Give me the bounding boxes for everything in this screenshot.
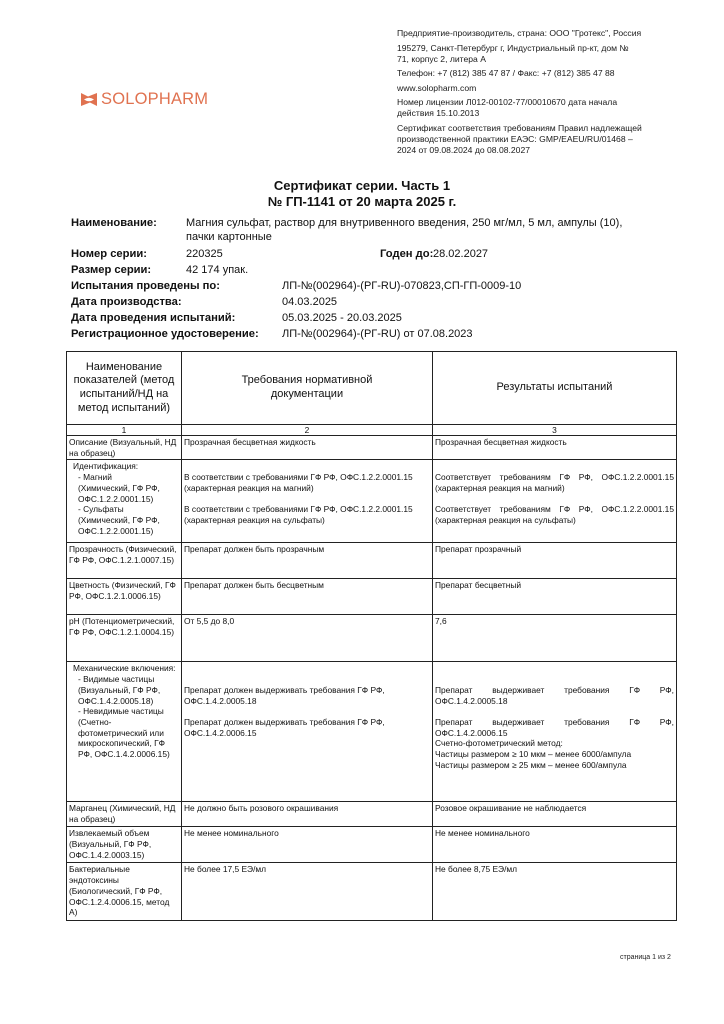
table-header-row [67,352,677,425]
result-cell: Не менее номинального [433,827,677,863]
certificate-title [0,178,724,210]
visible-requirement: Препарат должен выдерживать требования ГФ РФ, ОФС.1.4.2.0005.18 [184,684,385,706]
name-label: Наименование: [71,217,157,229]
visible-result: Препарат выдерживает требования ГФ РФ, ОФС.1.4.2.0005.18 [435,684,674,706]
visible-method: (Визуальный, ГФ РФ, ОФС.1.4.2.0005.18) [78,684,161,706]
table-row [67,662,677,802]
table-row [67,615,677,662]
result-cell: Препарат бесцветный [433,579,677,615]
invisible-result-method: Счетно-фотометрический метод: [435,738,563,749]
column-number-2: 2 [182,425,433,436]
visible-name: - Видимые частицы [78,674,155,685]
title-line-1: Сертификат серии. Часть 1 [273,178,451,193]
requirement-cell: Не более 17,5 ЕЭ/мл [182,863,433,921]
sulfates-name: - Сульфаты [78,504,124,515]
magnesium-result: Соответствует требованиям ГФ РФ, ОФС.1.2.2.0001.15 (характерная реакция на магний) [435,472,674,493]
magnesium-method: (Химический, ГФ РФ, ОФС.1.2.2.0001.15) [78,482,160,504]
requirement-cell: Прозрачная бесцветная жидкость [182,436,433,460]
requirement-cell: Не должно быть розового окрашивания [182,802,433,827]
param-cell: Цветность (Физический, ГФ РФ, ОФС.1.2.1.0006.15) [67,579,182,615]
license-line-1: Номер лицензии Л012-00102-77/00010670 дата начала [397,97,618,108]
manufacturer-info [397,28,697,157]
license-line-2: действия 15.10.2013 [397,108,480,119]
registration-label: Регистрационное удостоверение: [71,328,259,340]
header-requirements: Требования нормативной документации [182,352,433,425]
address-line-1: 195279, Санкт-Петербург г, Индустриальный пр-кт, дом № [397,42,629,53]
param-cell: Прозрачность (Физический, ГФ РФ, ОФС.1.2.1.0007.15) [67,543,182,579]
title-line-2: № ГП-1141 от 20 марта 2025 г. [267,194,457,209]
param-cell: pH (Потенциометрический, ГФ РФ, ОФС.1.2.1.0004.15) [67,615,182,662]
table-row [67,460,677,543]
sulfates-method: (Химический, ГФ РФ, ОФС.1.2.2.0001.15) [78,514,160,536]
requirement-cell [182,662,433,802]
website-link[interactable]: www.solopharm.com [397,82,477,93]
header-parameter: Наименование показателей (метод испытаний/НД на метод испытаний) [67,352,182,425]
registration-value: ЛП-№(002964)-(РГ-RU) от 07.08.2023 [282,328,473,340]
batch-size-label: Размер серии: [71,264,152,276]
gmp-line-3: 2024 от 09.08.2024 до 08.08.2027 [397,145,531,156]
param-cell [67,662,182,802]
sulfates-result: Соответствует требованиям ГФ РФ, ОФС.1.2.2.0001.15 (характерная реакция на сульфаты) [435,504,674,525]
magnesium-requirement: В соответствии с требованиями ГФ РФ, ОФС.1.2.2.0001.15 (характерная реакция на магний) [184,472,413,493]
gmp-line-1: Сертификат соответствия требованиям Правил надлежащей [397,122,642,133]
mechanical-heading: Механические включения: [73,663,176,674]
invisible-result-10um: Частицы размером ≥ 10 мкм – менее 6000/ампула [435,748,632,759]
table-row [67,863,677,921]
brand-logo [81,91,208,108]
production-date-value: 04.03.2025 [282,296,338,308]
invisible-result-25um: Частицы размером ≥ 25 мкм – менее 600/ампула [435,759,627,770]
table-row [67,543,677,579]
requirement-cell [182,460,433,543]
gmp-line-2: производственной практики ЕАЭС: GMP/EAEU/RU/01468 – [397,134,633,145]
address-line-2: 71, корпус 2, литера А [397,53,486,64]
tested-by-label: Испытания проведены по: [71,280,220,292]
requirement-cell: Не менее номинального [182,827,433,863]
expiry-value: 28.02.2027 [433,248,489,260]
result-cell: 7,6 [433,615,677,662]
param-cell: Бактериальные эндотоксины (Биологический, ГФ РФ, ОФС.1.2.4.0006.15, метод А) [67,863,182,921]
table-row [67,827,677,863]
page-indicator: страница 1 из 2 [620,954,671,961]
tested-by-value: ЛП-№(002964)-(РГ-RU)-070823,СП-ГП-0009-10 [282,280,522,292]
result-cell [433,460,677,543]
column-number-row [67,425,677,436]
invisible-method: (Счетно-фотометрический или микроскопический, ГФ РФ, ОФС.1.4.2.0006.15) [78,716,170,760]
param-cell: Описание (Визуальный, НД на образец) [67,436,182,460]
result-cell: Розовое окрашивание не наблюдается [433,802,677,827]
table-row [67,802,677,827]
result-cell: Прозрачная бесцветная жидкость [433,436,677,460]
magnesium-name: - Магний [78,472,112,483]
requirement-cell: Препарат должен быть бесцветным [182,579,433,615]
requirement-cell: Препарат должен быть прозрачным [182,543,433,579]
phone-fax: Телефон: +7 (812) 385 47 87 / Факс: +7 (812) 385 47 88 [397,68,615,79]
column-number-3: 3 [433,425,677,436]
name-value-line-2: пачки картонные [186,231,272,243]
test-results-table [66,351,677,921]
sulfates-requirement: В соответствии с требованиями ГФ РФ, ОФС.1.2.2.0001.15 (характерная реакция на сульфаты) [184,504,413,525]
expiry-label: Годен до: [380,248,434,260]
invisible-name: - Невидимые частицы [78,706,164,717]
batch-value: 220325 [186,248,223,260]
production-date-label: Дата производства: [71,296,182,308]
test-dates-value: 05.03.2025 - 20.03.2025 [282,312,402,324]
param-cell [67,460,182,543]
manufacturer-line: Предприятие-производитель, страна: ООО "Гротекс", Россия [397,28,642,38]
table-row [67,436,677,460]
requirement-cell: От 5,5 до 8,0 [182,615,433,662]
header-results: Результаты испытаний [433,352,677,425]
identification-heading: Идентификация: [73,461,139,472]
invisible-result: Препарат выдерживает требования ГФ РФ, ОФС.1.4.2.0006.15 [435,716,674,738]
name-value-line-1: Магния сульфат, раствор для внутривенного введения, 250 мг/мл, 5 мл, ампулы (10), [186,217,623,229]
param-cell: Извлекаемый объем (Визуальный, ГФ РФ, ОФС.1.4.2.0003.15) [67,827,182,863]
result-cell: Препарат прозрачный [433,543,677,579]
solopharm-logo-mark-icon [81,93,97,106]
test-dates-label: Дата проведения испытаний: [71,312,236,324]
batch-label: Номер серии: [71,248,147,260]
result-cell: Не более 8,75 ЕЭ/мл [433,863,677,921]
column-number-1: 1 [67,425,182,436]
result-cell [433,662,677,802]
batch-size-value: 42 174 упак. [186,264,249,276]
brand-name: SOLOPHARM [101,90,209,108]
param-cell: Марганец (Химический, НД на образец) [67,802,182,827]
invisible-requirement: Препарат должен выдерживать требования ГФ РФ, ОФС.1.4.2.0006.15 [184,716,385,738]
table-row [67,579,677,615]
